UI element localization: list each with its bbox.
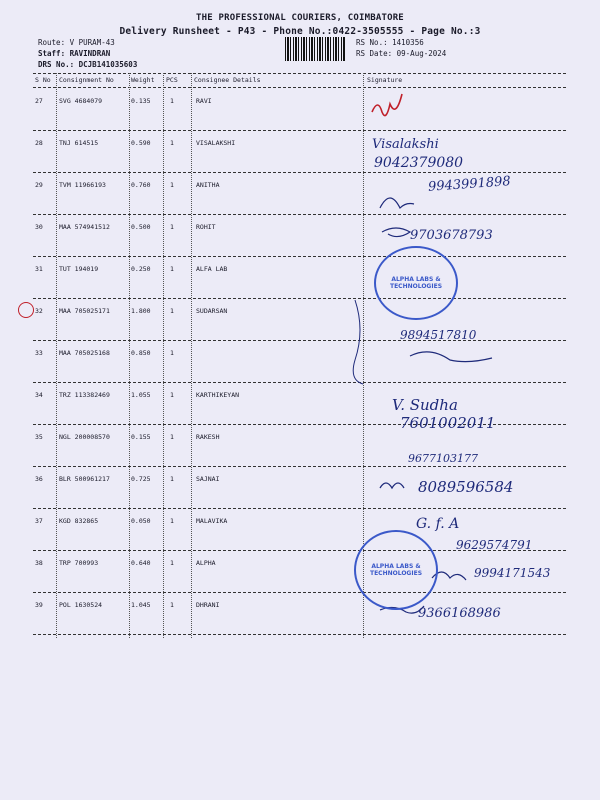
table-row — [33, 257, 566, 299]
stamp-text: ALPHA LABS & TECHNOLOGIES — [369, 563, 423, 577]
stamp-text: ALPHA LABS & TECHNOLOGIES — [389, 276, 443, 290]
row-pcs: 1 — [170, 307, 174, 315]
row-consignment-no: TVM 11966193 — [59, 181, 106, 189]
row-sno: 36 — [35, 475, 43, 483]
row-consignee: ANITHA — [196, 181, 220, 189]
barcode — [285, 37, 345, 61]
row-weight: 0.500 — [131, 223, 151, 231]
row-weight: 0.725 — [131, 475, 151, 483]
row-sno: 29 — [35, 181, 43, 189]
row-weight: 1.055 — [131, 391, 151, 399]
row-consignee: SAJNAI — [196, 475, 220, 483]
row-pcs: 1 — [170, 559, 174, 567]
handwritten-phone: 9943991898 — [427, 174, 512, 195]
row-consignment-no: MAA 705025171 — [59, 307, 110, 315]
handwritten-phone: 9894517810 — [400, 328, 477, 342]
row-weight: 0.250 — [131, 265, 151, 273]
row-weight: 0.155 — [131, 433, 151, 441]
row-sno: 27 — [35, 97, 43, 105]
table-row — [33, 425, 566, 467]
row-consignment-no: MAA 574941512 — [59, 223, 110, 231]
row-pcs: 1 — [170, 391, 174, 399]
row-pcs: 1 — [170, 223, 174, 231]
row-consignee: RAKESH — [196, 433, 220, 441]
row-sno: 35 — [35, 433, 43, 441]
handwritten-phone: 9366168986 — [418, 606, 501, 621]
row-sno: 34 — [35, 391, 43, 399]
row-consignee: SUDARSAN — [196, 307, 228, 315]
table-row — [33, 551, 566, 593]
handwritten-phone: 9703678793 — [410, 228, 493, 243]
row-consignment-no: TNJ 614515 — [59, 139, 99, 147]
table-row — [33, 509, 566, 551]
row-consignment-no: KGD 832865 — [59, 517, 99, 525]
handwritten-phone: 9677103177 — [408, 452, 478, 465]
rs-date: RS Date: 09-Aug-2024 — [356, 49, 447, 58]
col-consignment: Consignment No — [59, 76, 114, 84]
row-consignment-no: TRP 700993 — [59, 559, 99, 567]
row-consignment-no: TRZ 113382469 — [59, 391, 110, 399]
runsheet-title: THE PROFESSIONAL COURIERS, COIMBATORE — [196, 13, 404, 23]
handwritten-phone: 8089596584 — [418, 478, 514, 496]
row-sno: 32 — [35, 307, 43, 315]
table-row — [33, 215, 566, 257]
table-row — [33, 131, 566, 173]
handwritten-phone: 9629574791 — [456, 538, 533, 552]
col-signature: Signature — [367, 76, 403, 84]
row-pcs: 1 — [170, 265, 174, 273]
row-sno: 37 — [35, 517, 43, 525]
row-consignee: MALAVIKA — [196, 517, 228, 525]
row-sno: 28 — [35, 139, 43, 147]
row-pcs: 1 — [170, 181, 174, 189]
row-weight: 0.850 — [131, 349, 151, 357]
header-rule — [33, 87, 566, 88]
handwritten-name: Visalakshi — [372, 137, 439, 152]
col-sno: S No — [35, 76, 51, 84]
row-pcs: 1 — [170, 97, 174, 105]
table-row — [33, 467, 566, 509]
row-consignee: VISALAKSHI — [196, 139, 236, 147]
row-consignment-no: BLR 500961217 — [59, 475, 110, 483]
row-separator — [33, 634, 566, 635]
row-consignee: KARTHIKEYAN — [196, 391, 240, 399]
red-circle-mark — [18, 302, 34, 318]
row-weight: 0.760 — [131, 181, 151, 189]
table-row — [33, 341, 566, 383]
handwritten-phone: 9994171543 — [474, 566, 551, 580]
row-weight: 0.590 — [131, 139, 151, 147]
row-weight: 0.135 — [131, 97, 151, 105]
table-row — [33, 89, 566, 131]
row-consignee: ROHIT — [196, 223, 216, 231]
handwritten-phone: 7601002011 — [400, 414, 496, 432]
row-consignment-no: NGL 200008570 — [59, 433, 110, 441]
handwritten-name: G. f. A — [416, 516, 460, 532]
col-weight: Weight — [131, 76, 155, 84]
route-label: Route: V PURAM-43 — [38, 38, 115, 47]
row-weight: 1.045 — [131, 601, 151, 609]
row-weight: 1.800 — [131, 307, 151, 315]
row-weight: 0.640 — [131, 559, 151, 567]
row-weight: 0.050 — [131, 517, 151, 525]
table-header-row — [33, 73, 566, 87]
row-sno: 31 — [35, 265, 43, 273]
row-consignee: DHRANI — [196, 601, 220, 609]
row-consignment-no: MAA 705025168 — [59, 349, 110, 357]
row-pcs: 1 — [170, 349, 174, 357]
row-sno: 33 — [35, 349, 43, 357]
row-sno: 39 — [35, 601, 43, 609]
col-consignee: Consignee Details — [194, 76, 261, 84]
row-consignment-no: POL 1630524 — [59, 601, 103, 609]
row-pcs: 1 — [170, 139, 174, 147]
col-pcs: PCS — [166, 76, 178, 84]
row-consignee: RAVI — [196, 97, 212, 105]
row-pcs: 1 — [170, 475, 174, 483]
runsheet-subtitle: Delivery Runsheet - P43 - Phone No.:0422-3505555 - Page No.:3 — [119, 26, 481, 37]
row-pcs: 1 — [170, 601, 174, 609]
row-sno: 38 — [35, 559, 43, 567]
handwritten-name: V. Sudha — [392, 396, 458, 414]
table-row — [33, 383, 566, 425]
staff-label: Staff: RAVINDRAN — [38, 49, 111, 58]
row-consignee: ALPHA — [196, 559, 216, 567]
table-row — [33, 173, 566, 215]
row-consignee: ALFA LAB — [196, 265, 228, 273]
table-row — [33, 593, 566, 635]
drs-number: DRS No.: DCJB141035603 — [38, 60, 138, 69]
handwritten-phone: 9042379080 — [374, 155, 464, 171]
row-consignment-no: SVG 4684079 — [59, 97, 103, 105]
row-consignment-no: TUT 194019 — [59, 265, 99, 273]
row-sno: 30 — [35, 223, 43, 231]
row-pcs: 1 — [170, 433, 174, 441]
row-pcs: 1 — [170, 517, 174, 525]
rs-number: RS No.: 1410356 — [356, 38, 424, 47]
table-row — [33, 299, 566, 341]
